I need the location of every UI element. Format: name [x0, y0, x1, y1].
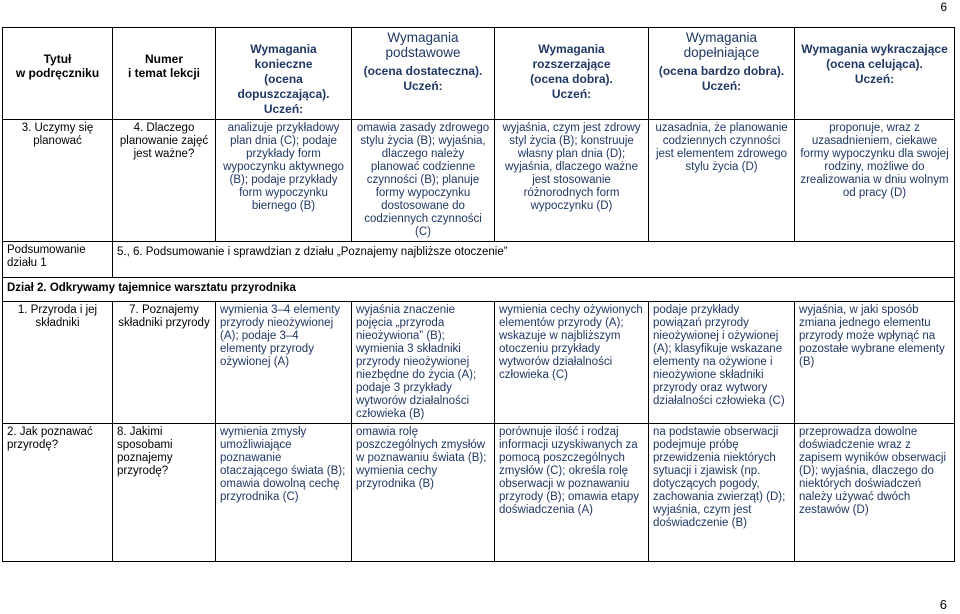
cell-complementary: uzasadnia, że planowanie codziennych czynności jest elementem zdrowego stylu życia (D)	[649, 120, 795, 242]
cell-extended: wyjaśnia, czym jest zdrowy styl życia (B); konstruuje własny plan dnia (D); wyjaśnia, dlaczego ważne jest stosowanie różnorodnych form wypoczynku (D)	[495, 120, 649, 242]
cell-basic: omawia zasady zdrowego stylu życia (B); wyjaśnia, dlaczego należy planować codzienne czynności (B); planuje formy wypoczynku dostosowane do codziennych czynności (C)	[352, 120, 495, 242]
header-complementary-col: Wymagania dopełniające (ocena bardzo dobra). Uczeń:	[649, 28, 795, 120]
header-basic-col: Wymagania podstawowe (ocena dostateczna). Uczeń:	[352, 28, 495, 120]
summary-text: 5., 6. Podsumowanie i sprawdzian z działu „Poznajemy najbliższe otoczenie”	[113, 242, 955, 278]
cell-complementary: podaje przykłady powiązań przyrody nieożywionej i ożywionej (A); klasyfikuje wskazane elementy na ożywione i nieożywione składniki przyrody oraz wytwory działalności człowieka (C)	[649, 302, 795, 424]
cell-title: 3. Uczymy się planować	[3, 120, 113, 242]
cell-lesson: 4. Dlaczego planowanie zajęć jest ważne?	[113, 120, 216, 242]
page-number-top: 6	[940, 0, 947, 14]
summary-row	[3, 242, 955, 278]
cell-required: analizuje przykładowy plan dnia (C); podaje przykłady form wypoczynku aktywnego (B); podaje przykłady form wypoczynku biernego (B)	[216, 120, 352, 242]
cell-extended: wymienia cechy ożywionych elementów przyrody (A); wskazuje w najbliższym otoczeniu przykłady wytworów działalności człowieka (C)	[495, 302, 649, 424]
header-beyond-col: Wymagania wykraczające (ocena celująca). Uczeń:	[795, 28, 955, 120]
header-required-col: Wymagania konieczne (ocena dopuszczająca). Uczeń:	[216, 28, 352, 120]
header-extended-col: Wymagania rozszerzające (ocena dobra). Uczeń:	[495, 28, 649, 120]
summary-title: Podsumowanie działu 1	[3, 242, 113, 278]
cell-beyond: proponuje, wraz z uzasadnieniem, ciekawe formy wypoczynku dla swojej rodziny, możliwe do zrealizowania w dniu wolnym od pracy (D)	[795, 120, 955, 242]
cell-title: 2. Jak poznawać przyrodę?	[3, 424, 113, 562]
section-row	[3, 278, 955, 302]
cell-complementary: na podstawie obserwacji podejmuje próbę przewidzenia niektórych sytuacji i zjawisk (np. dotyczących pogody, zachowania zwierząt) (D); wyjaśnia, czym jest doświadczenie (B)	[649, 424, 795, 562]
cell-basic: wyjaśnia znaczenie pojęcia „przyroda nieożywiona” (B); wymienia 3 składniki przyrody nieożywionej niezbędne do życia (A); podaje 3 przykłady wytworów działalności człowieka (B)	[352, 302, 495, 424]
header-row	[3, 28, 955, 120]
header-title-col: Tytuł w podręczniku	[3, 28, 113, 120]
requirements-table	[2, 27, 955, 562]
cell-basic: omawia rolę poszczególnych zmysłów w poznawaniu świata (B); wymienia cechy przyrodnika (B)	[352, 424, 495, 562]
cell-required: wymienia zmysły umożliwiające poznawanie otaczającego świata (B); omawia dowolną cechę przyrodnika (C)	[216, 424, 352, 562]
cell-lesson: 7. Poznajemy składniki przyrody	[113, 302, 216, 424]
cell-lesson: 8. Jakimi sposobami poznajemy przyrodę?	[113, 424, 216, 562]
cell-beyond: przeprowadza dowolne doświadczenie wraz z zapisem wyników obserwacji (D); wyjaśnia, dlaczego do niektórych doświadczeń należy używać dwóch zestawów (D)	[795, 424, 955, 562]
section-heading: Dział 2. Odkrywamy tajemnice warsztatu przyrodnika	[3, 278, 955, 302]
header-lesson-col: Numer i temat lekcji	[113, 28, 216, 120]
cell-extended: porównuje ilość i rodzaj informacji uzyskiwanych za pomocą poszczególnych zmysłów (C); określa rolę obserwacji w poznawaniu przyrody (B); omawia etapy doświadczenia (A)	[495, 424, 649, 562]
table-row	[3, 120, 955, 242]
cell-beyond: wyjaśnia, w jaki sposób zmiana jednego elementu przyrody może wpłynąć na pozostałe wybrane elementy (B)	[795, 302, 955, 424]
page-number-bottom: 6	[939, 597, 947, 612]
table-row	[3, 302, 955, 424]
table-row	[3, 424, 955, 562]
cell-title: 1. Przyroda i jej składniki	[3, 302, 113, 424]
cell-required: wymienia 3–4 elementy przyrody nieożywionej (A); podaje 3–4 elementy przyrody ożywionej (A)	[216, 302, 352, 424]
